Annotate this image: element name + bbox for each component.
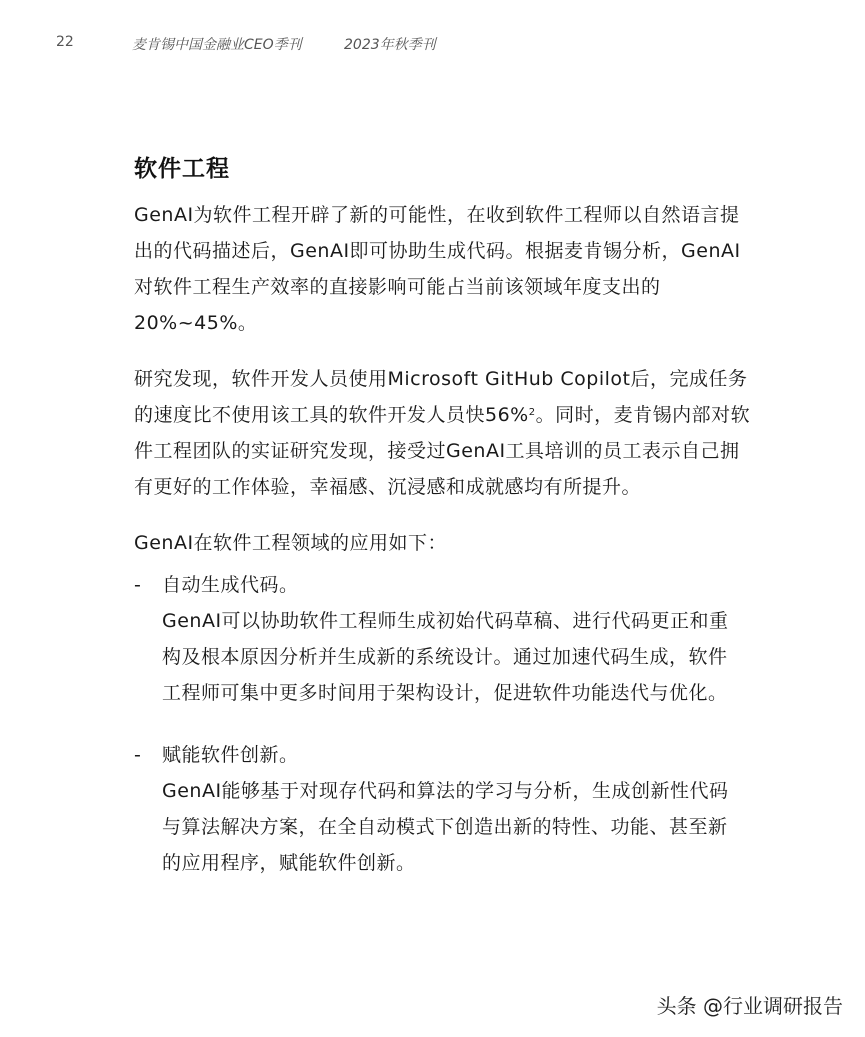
list-item bbox=[134, 567, 754, 711]
footnote-marker[interactable]: 2 bbox=[528, 407, 536, 418]
issue-label: 2023年秋季刊 bbox=[344, 37, 436, 53]
paragraph-research bbox=[134, 361, 754, 505]
publication-title: 麦肯锡中国金融业CEO季刊 bbox=[132, 37, 302, 53]
paragraph-research-text-before: 研究发现，软件开发人员使用Microsoft GitHub Copilot后，完成任务的速度比不使用该工具的软件开发人员快56% bbox=[134, 368, 748, 426]
bullet-body: GenAI可以协助软件工程师生成初始代码草稿、进行代码更正和重构及根本原因分析并生成新的系统设计。通过加速代码生成，软件工程师可集中更多时间用于架构设计，促进软件功能迭代与优化。 bbox=[162, 610, 729, 704]
bullet-body: GenAI能够基于对现存代码和算法的学习与分析，生成创新性代码与算法解决方案，在全自动模式下创造出新的特性、功能、甚至新的应用程序，赋能软件创新。 bbox=[162, 780, 729, 874]
list-item bbox=[134, 737, 754, 881]
paragraph-applications-lead: GenAI在软件工程领域的应用如下： bbox=[134, 532, 448, 554]
watermark: 头条 @行业调研报告 bbox=[656, 994, 843, 1018]
section-title: 软件工程 bbox=[134, 156, 230, 182]
paragraph-research-text-after: 。同时，麦肯锡内部对软件工程团队的实证研究发现，接受过GenAI工具培训的员工表示自己拥有更好的工作体验，幸福感、沉浸感和成就感均有所提升。 bbox=[134, 404, 751, 498]
page-number: 22 bbox=[56, 34, 74, 50]
bullet-marker: - bbox=[134, 574, 141, 596]
bullet-title: 赋能软件创新。 bbox=[162, 744, 299, 766]
article-body bbox=[134, 150, 754, 899]
bullet-marker: - bbox=[134, 744, 141, 766]
bullet-title: 自动生成代码。 bbox=[162, 574, 299, 596]
paragraph-intro: GenAI为软件工程开辟了新的可能性，在收到软件工程师以自然语言提出的代码描述后，GenAI即可协助生成代码。根据麦肯锡分析，GenAI对软件工程生产效率的直接影响可能占当前该领域年度支出的20%~45%。 bbox=[134, 204, 741, 334]
